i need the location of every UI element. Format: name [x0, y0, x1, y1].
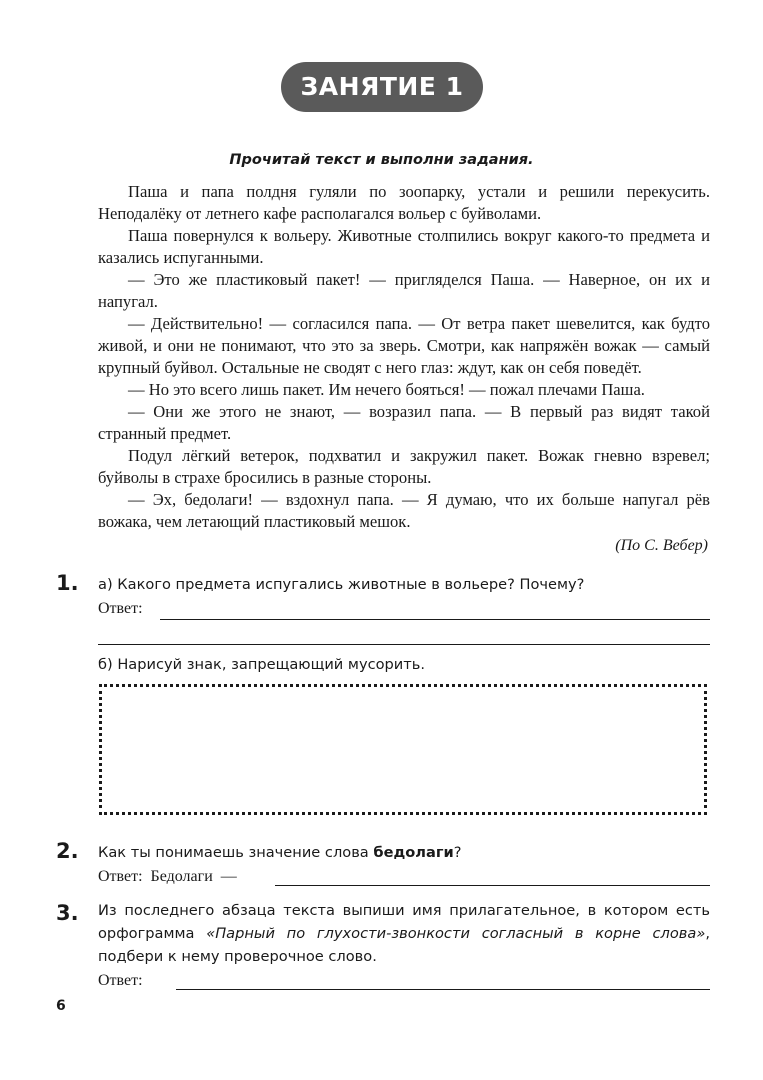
task-1a-answer-line-1[interactable]	[160, 619, 710, 620]
story-paragraph: — Это же пластиковый пакет! — пригляделся Паша. — Наверное, он их и напугал.	[98, 270, 710, 311]
task-3-answer-line[interactable]	[176, 989, 710, 990]
task-number-1: 1.	[56, 571, 79, 595]
story-paragraph: — Эх, бедолаги! — вздохнул папа. — Я думаю, что их больше напугал рёв вожака, чем летающий пластиковый мешок.	[98, 490, 710, 531]
task-number-2: 2.	[56, 839, 79, 863]
task-3-question-end: , подбери к нему проверочное слово.	[98, 925, 710, 965]
story-paragraph: — Но это всего лишь пакет. Им нечего бояться! — пожал плечами Паша.	[128, 380, 645, 399]
instruction: Прочитай текст и выполни задания.	[229, 152, 534, 168]
task-3-answer-label: Ответ:	[98, 972, 143, 989]
story-paragraph: Паша и папа полдня гуляли по зоопарку, устали и решили перекусить. Неподалёку от летнего кафе располагался вольер с буйволами.	[98, 182, 710, 223]
task-2-question	[98, 841, 710, 864]
story-paragraph: — Они же этого не знают, — возразил папа. — В первый раз видят такой странный предмет.	[98, 402, 710, 443]
task-2-keyword: бедолаги	[373, 844, 454, 861]
lesson-title-badge: ЗАНЯТИЕ 1	[281, 62, 483, 112]
story-text	[98, 181, 710, 533]
task-1a-question: а) Какого предмета испугались животные в вольере? Почему?	[98, 576, 585, 593]
task-3-question-text: Из последнего абзаца текста выпиши имя прилагательное, в котором есть орфограмма	[98, 902, 710, 942]
drawing-area[interactable]	[99, 684, 707, 815]
page-number: 6	[56, 998, 66, 1014]
task-2-question-end: ?	[453, 844, 462, 861]
task-2-answer-label: Ответ: Бедолаги —	[98, 868, 237, 885]
task-2-answer-line[interactable]	[275, 885, 710, 886]
task-1a-answer-line-2[interactable]	[98, 644, 710, 645]
story-paragraph: — Действительно! — согласился папа. — От ветра пакет шевелится, как будто живой, и они не понимают, что это за зверь. Смотри, как напряжён вожак — самый крупный буйвол. Остальные не сводят с него глаз: ждут, как он себя поведёт.	[98, 314, 710, 377]
task-3-question	[98, 899, 710, 968]
story-author: (По С. Вебер)	[615, 537, 708, 554]
task-1a-answer-label: Ответ:	[98, 600, 143, 617]
task-1b-question: б) Нарисуй знак, запрещающий мусорить.	[98, 656, 426, 673]
story-paragraph: Подул лёгкий ветерок, подхватил и закружил пакет. Вожак гневно взревел; буйволы в страхе бросились в разные стороны.	[98, 446, 710, 487]
task-3-orthogram: «Парный по глухости-звонкости согласный в корне слова»	[206, 925, 706, 942]
story-paragraph: Паша повернулся к вольеру. Животные столпились вокруг какого-то предмета и казались испуганными.	[98, 226, 710, 267]
task-number-3: 3.	[56, 901, 79, 925]
task-2-question-text: Как ты понимаешь значение слова	[98, 844, 374, 861]
